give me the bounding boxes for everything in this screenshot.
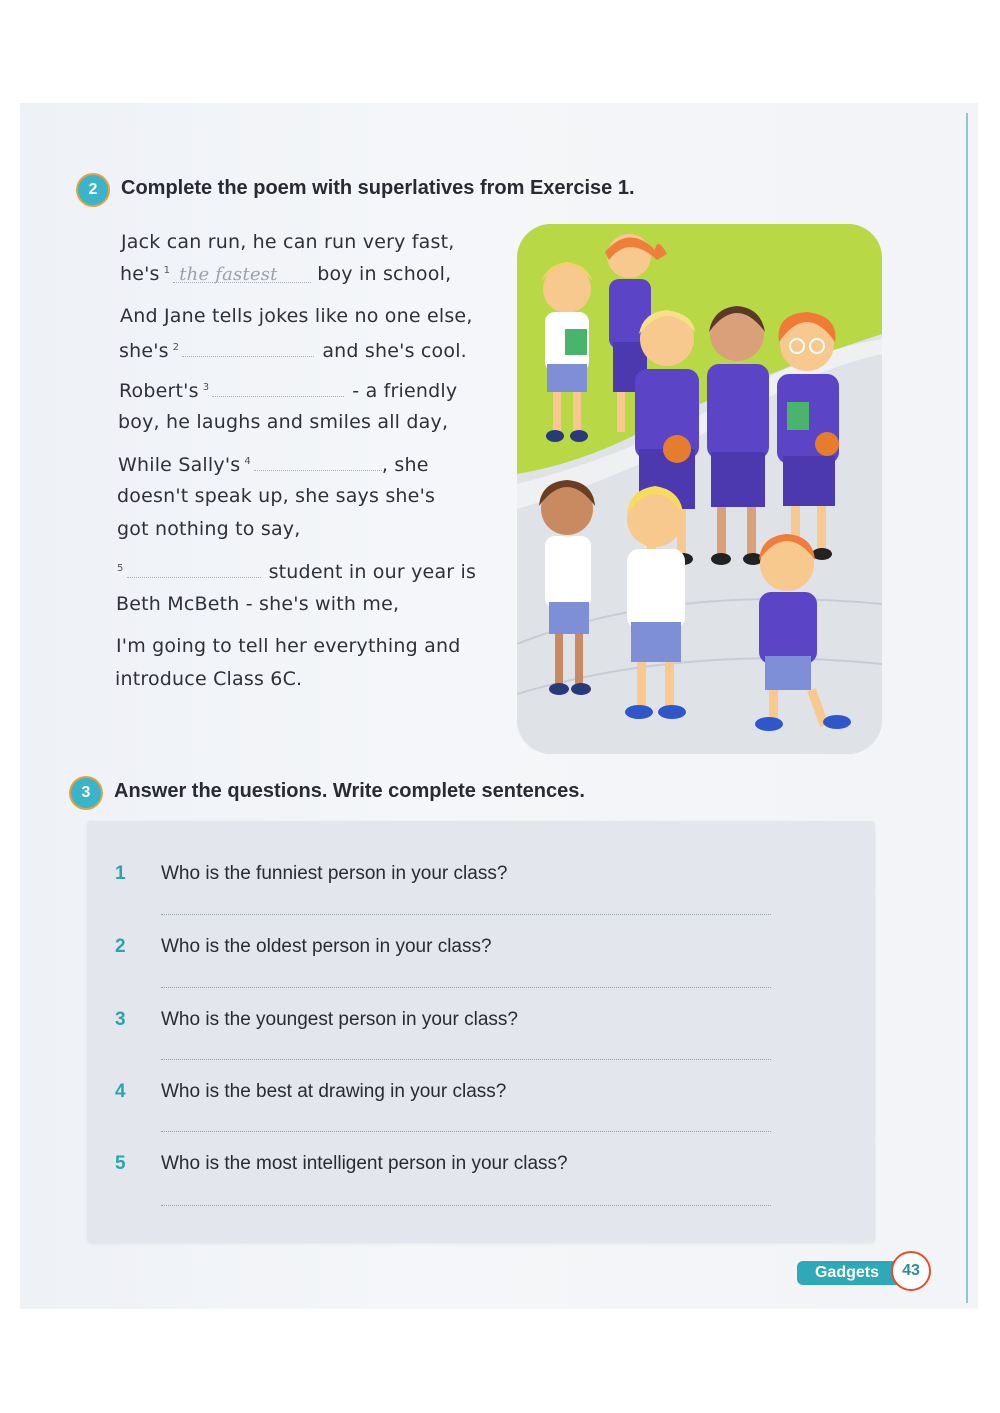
poem-line-1: Jack can run, he can run very fast, bbox=[121, 231, 455, 253]
poem-text: she's bbox=[119, 340, 169, 362]
exercise-2-number: 2 bbox=[88, 181, 98, 198]
gap-2-field[interactable] bbox=[182, 338, 314, 357]
poem-text: boy in school, bbox=[317, 263, 452, 285]
gap-number-4: 4 bbox=[244, 455, 251, 467]
page-number: 43 bbox=[902, 1262, 920, 1279]
poem-line-7 bbox=[118, 452, 429, 476]
exercise-2-badge bbox=[78, 175, 108, 205]
poem-line-13: introduce Class 6C. bbox=[115, 668, 303, 690]
exercise-2-instruction: Complete the poem with superlatives from Exercise 1. bbox=[121, 177, 635, 199]
question-text: Who is the best at drawing in your class? bbox=[161, 1081, 507, 1102]
gap-number-5: 5 bbox=[117, 562, 124, 574]
poem-line-4 bbox=[119, 338, 467, 362]
poem-text: - a friendly bbox=[352, 380, 458, 402]
question-text: Who is the oldest person in your class? bbox=[161, 936, 492, 957]
answer-line-5[interactable] bbox=[161, 1205, 771, 1206]
unit-label: Gadgets bbox=[814, 1264, 879, 1281]
page-edge bbox=[966, 113, 968, 1303]
poem-line-8: doesn't speak up, she says she's bbox=[117, 485, 436, 507]
gap-number-1: 1 bbox=[163, 264, 171, 276]
answer-line-4[interactable] bbox=[161, 1131, 771, 1132]
illustration-art bbox=[517, 224, 882, 754]
question-number: 4 bbox=[115, 1081, 126, 1102]
example-answer: the fastest bbox=[173, 264, 311, 283]
answer-line-2[interactable] bbox=[161, 987, 771, 988]
question-number: 5 bbox=[115, 1153, 126, 1174]
poem-text: and she's cool. bbox=[322, 340, 467, 362]
exercise-3-badge bbox=[71, 778, 101, 808]
question-number: 3 bbox=[115, 1009, 126, 1030]
poem-text: Robert's bbox=[119, 380, 199, 402]
question-text: Who is the most intelligent person in your class? bbox=[161, 1153, 568, 1174]
gap-number-3: 3 bbox=[202, 381, 210, 393]
poem-line-3: And Jane tells jokes like no one else, bbox=[120, 305, 473, 327]
questions-panel bbox=[87, 821, 875, 1243]
gap-3-field[interactable] bbox=[212, 378, 344, 397]
poem-text: he's bbox=[120, 263, 160, 285]
poem-line-11: Beth McBeth - she's with me, bbox=[116, 593, 400, 615]
poem-text: student in our year is bbox=[268, 561, 477, 583]
poem-line-5 bbox=[119, 378, 457, 402]
answer-line-3[interactable] bbox=[161, 1059, 771, 1060]
answer-line-1[interactable] bbox=[161, 914, 771, 915]
workbook-page bbox=[20, 103, 978, 1309]
poem-line-10 bbox=[117, 559, 476, 583]
gap-5-field[interactable] bbox=[127, 559, 261, 578]
question-number: 2 bbox=[115, 936, 126, 957]
gap-4-field[interactable] bbox=[254, 452, 382, 471]
school-children-illustration bbox=[517, 224, 882, 754]
page-number-badge bbox=[891, 1251, 931, 1291]
exercise-3-number: 3 bbox=[81, 784, 91, 801]
poem-line-6: boy, he laughs and smiles all day, bbox=[118, 411, 449, 433]
question-text: Who is the youngest person in your class? bbox=[161, 1009, 518, 1030]
gap-number-2: 2 bbox=[172, 341, 180, 353]
poem-line-2 bbox=[120, 263, 451, 285]
question-text: Who is the funniest person in your class? bbox=[161, 863, 508, 884]
exercise-3-instruction: Answer the questions. Write complete sentences. bbox=[114, 780, 585, 802]
poem-text: While Sally's bbox=[118, 454, 241, 476]
poem-line-12: I'm going to tell her everything and bbox=[116, 635, 461, 657]
poem-line-9: got nothing to say, bbox=[117, 518, 301, 540]
question-number: 1 bbox=[115, 863, 126, 884]
poem-text: , she bbox=[381, 454, 429, 476]
